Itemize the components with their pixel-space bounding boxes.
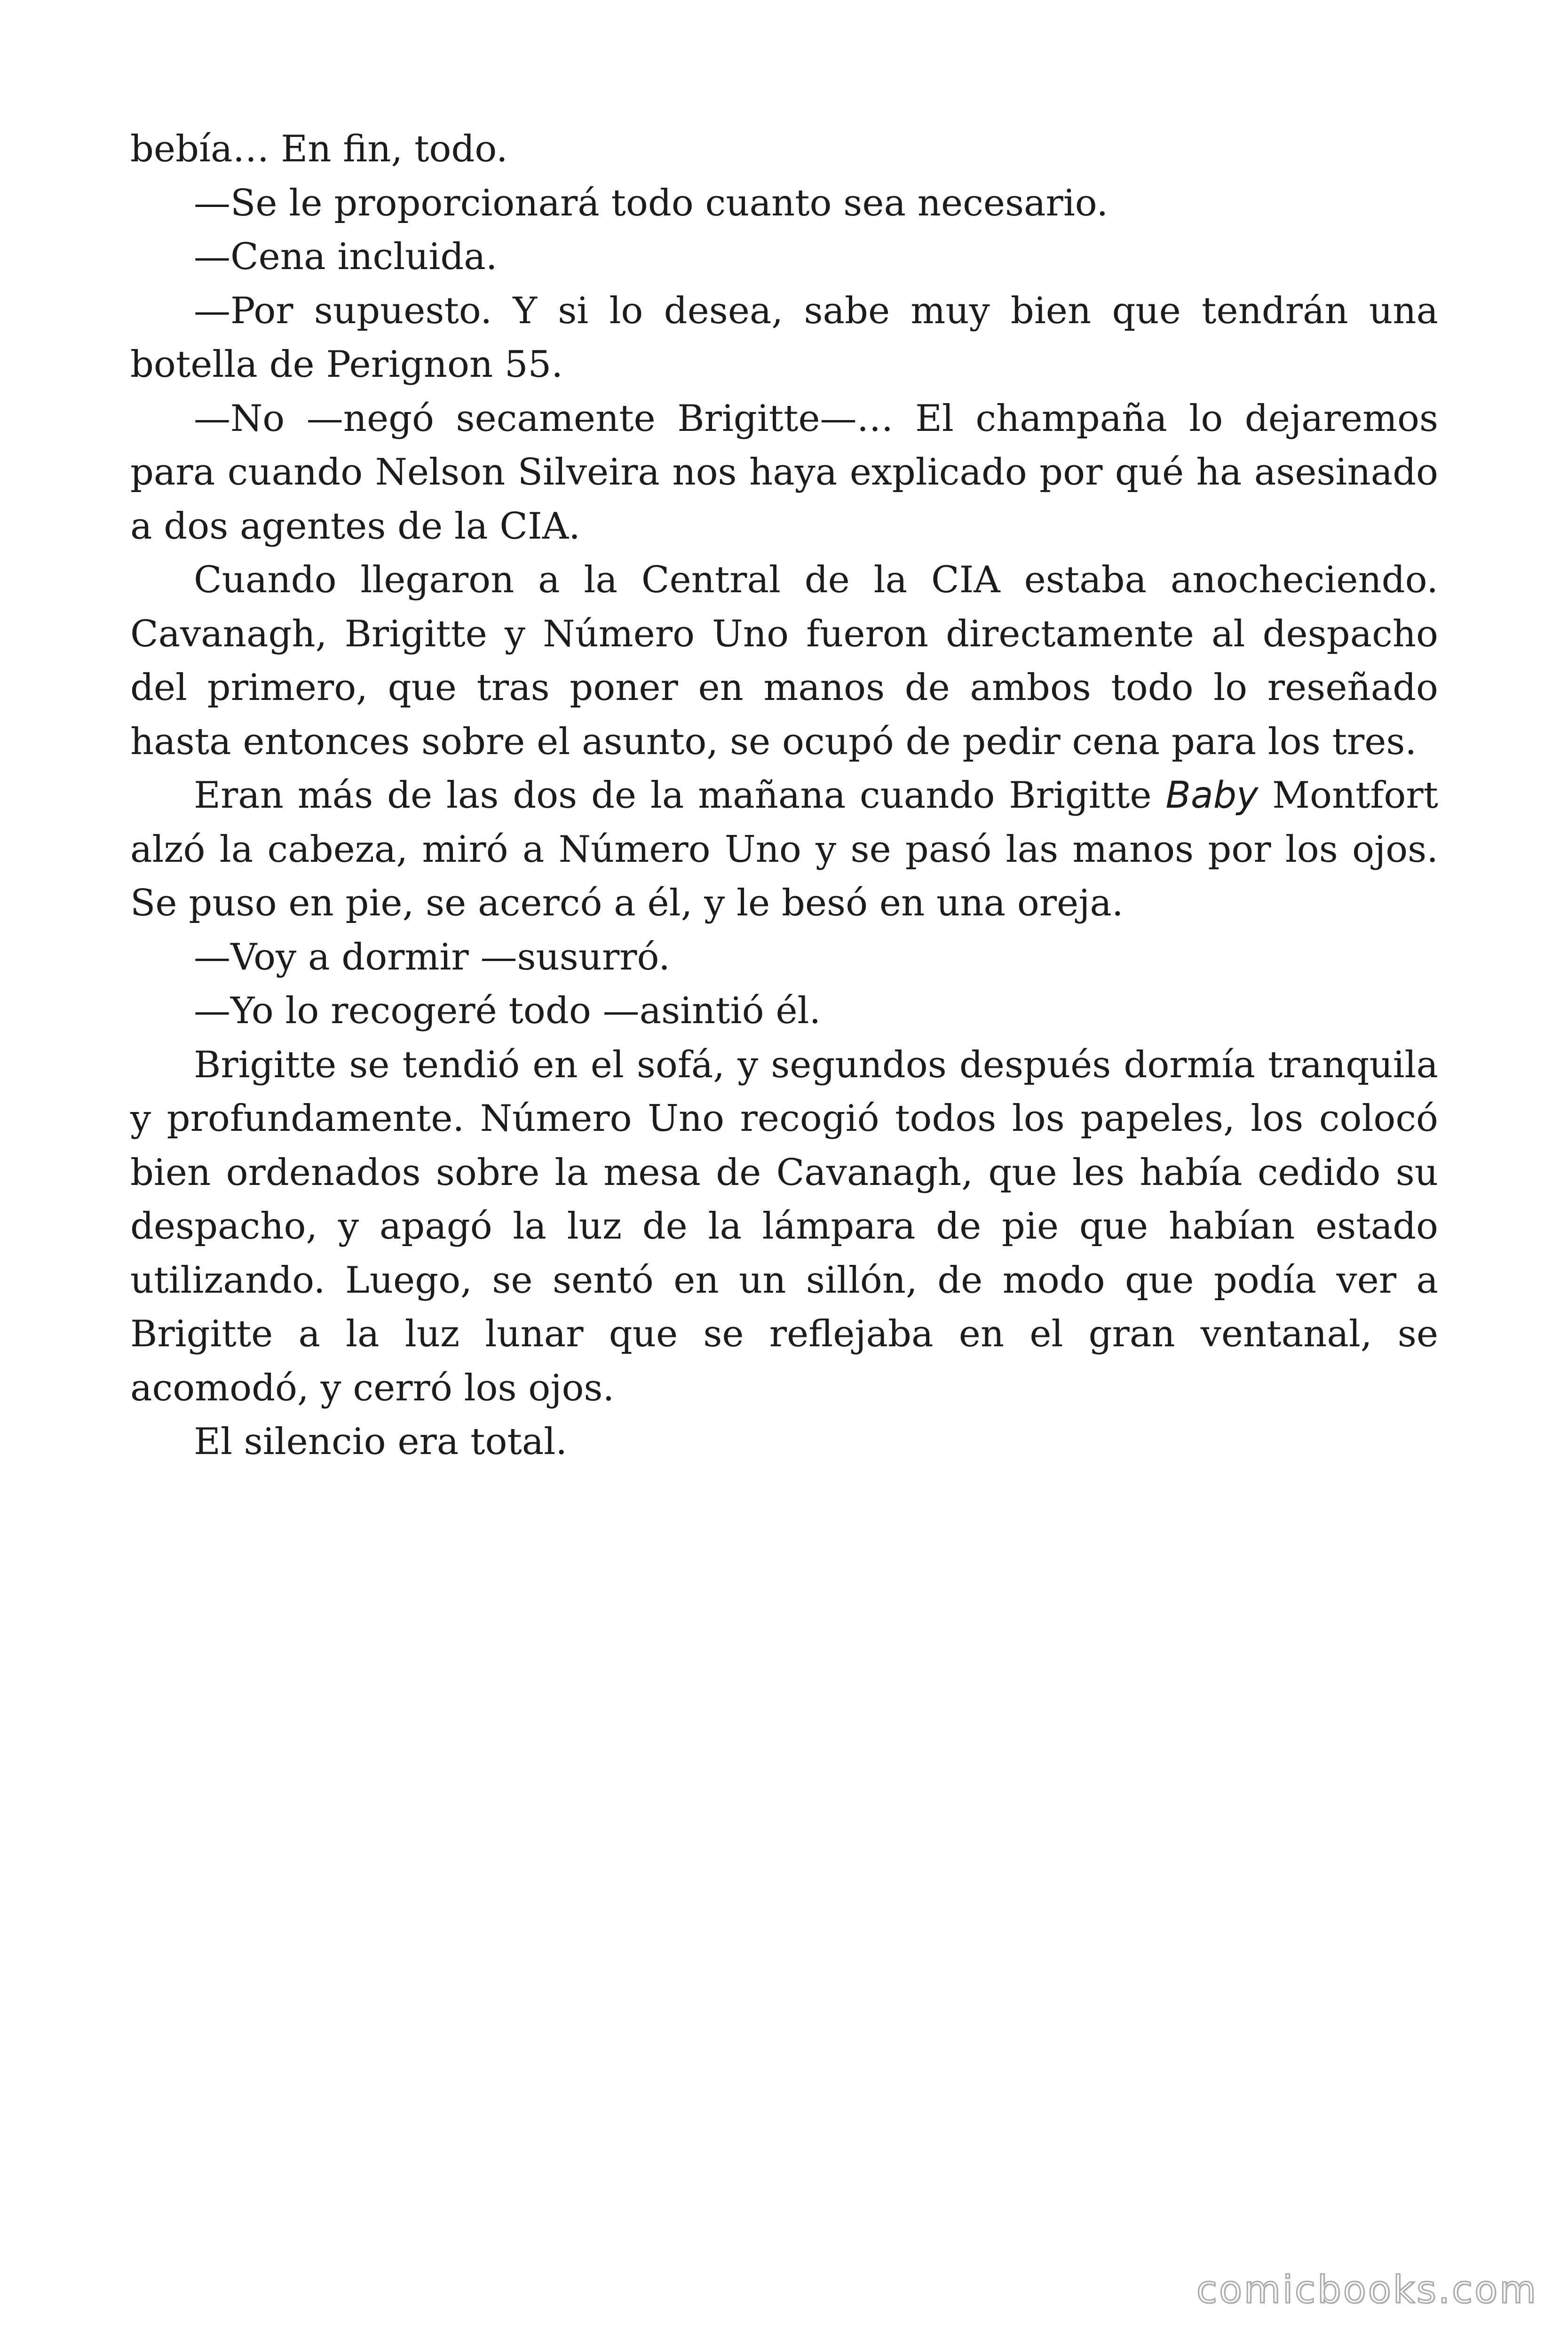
paragraph-dialogue: —No —negó secamente Brigitte—… El champaña lo dejaremos para cuando Nelson Silveira nos haya explicado por qué ha asesinado a dos agentes de la CIA.	[130, 397, 1438, 548]
paragraph-dialogue: —Se le proporcionará todo cuanto sea necesario.	[194, 182, 1109, 224]
paragraph-dialogue: —Voy a dormir —susurró.	[194, 936, 670, 978]
watermark: comicbooks.com	[1196, 2268, 1538, 2312]
paragraph-dialogue: —Cena incluida.	[194, 236, 498, 278]
italic-nickname: Baby	[1165, 774, 1259, 817]
paragraph-dialogue: —Yo lo recogeré todo —asintió él.	[194, 990, 821, 1032]
paragraph-narration	[130, 769, 1438, 930]
body-text	[130, 122, 1438, 1469]
paragraph-dialogue: —Por supuesto. Y si lo desea, sabe muy bien que tendrán una botella de Perignon 55.	[130, 289, 1438, 386]
paragraph-text: Eran más de las dos de la mañana cuando Brigitte	[194, 774, 1166, 817]
paragraph-narration: Cuando llegaron a la Central de la CIA estaba anocheciendo. Cavanagh, Brigitte y Número Uno fueron directamente al despacho del primero, que tras poner en manos de ambos todo lo reseñado hasta entonces sobre el asunto, se ocupó de pedir cena para los tres.	[130, 559, 1438, 763]
paragraph-narration: El silencio era total.	[194, 1421, 568, 1463]
paragraph-text: Montfort alzó la cabeza, miró a Número Uno y se pasó las manos por los ojos. Se puso en pie, se acercó a él, y le besó en una oreja.	[130, 774, 1438, 924]
paragraph-continuation: bebía… En fin, todo.	[130, 128, 508, 170]
paragraph-narration: Brigitte se tendió en el sofá, y segundos después dormía tranquila y profundamente. Número Uno recogió todos los papeles, los colocó bien ordenados sobre la mesa de Cavanagh, que les había cedido su despacho, y apagó la luz de la lámpara de pie que habían estado utilizando. Luego, se sentó en un sillón, de modo que podía ver a Brigitte a la luz lunar que se reflejaba en el gran ventanal, se acomodó, y cerró los ojos.	[130, 1043, 1438, 1409]
